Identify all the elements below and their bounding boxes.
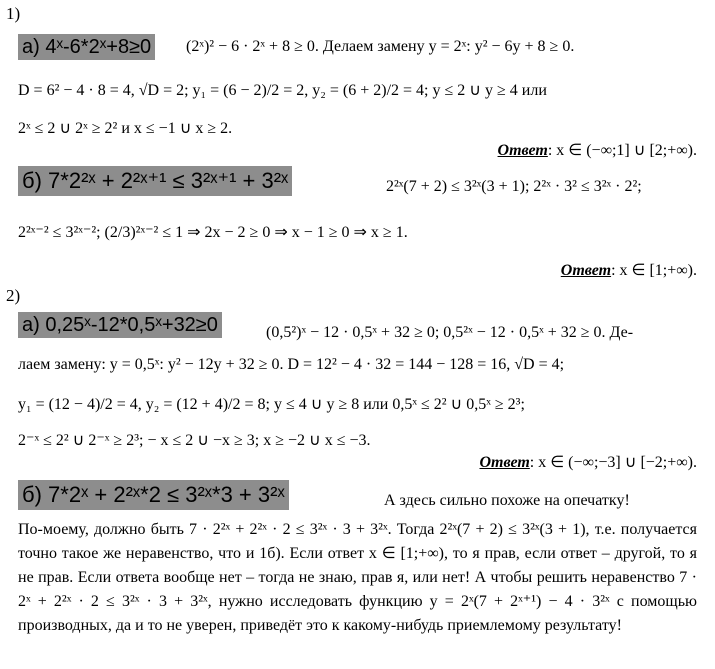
section-number: 2) — [6, 286, 21, 305]
answer-value: : x ∈ (−∞;1] ∪ [2;+∞). — [547, 142, 697, 159]
problem-1a-line2: D = 6² − 4 · 8 = 4, √D = 2; y₁ = (6 − 2)/2 = 2, y₂ = (6 + 2)/2 = 4; y ≤ 2 ∪ y ≥ 4 или — [18, 82, 547, 99]
problem-2a-line2: лаем замену: y = 0,5ˣ: y² − 12y + 32 ≥ 0. D = 12² − 4 · 32 = 144 − 128 = 16, √D = 4; — [18, 356, 565, 373]
problem-2a-line1: (0,5²)ˣ − 12 · 0,5ˣ + 32 ≥ 0; 0,5²ˣ − 12 · 0,5ˣ + 32 ≥ 0. Де- — [266, 324, 634, 341]
answer-label: Ответ — [560, 262, 612, 279]
problem-2b-comment: А здесь сильно похоже на опечатку! — [384, 492, 630, 509]
problem-2a-line4: 2⁻ˣ ≤ 2² ∪ 2⁻ˣ ≥ 2³; − x ≤ 2 ∪ −x ≥ 3; x ≥ −2 ∪ x ≤ −3. — [18, 432, 371, 449]
problem-2b-highlight: б) 7*2ˣ + 2²ˣ*2 ≤ 3²ˣ*3 + 3²ˣ — [18, 480, 289, 510]
answer-label: Ответ — [479, 454, 530, 471]
problem-1a-highlight: а) 4ˣ-6*2ˣ+8≥0 — [18, 34, 155, 60]
problem-2a-line3: y₁ = (12 − 4)/2 = 4, y₂ = (12 + 4)/2 = 8; y ≤ 4 ∪ y ≥ 8 или 0,5ˣ ≤ 2² ∪ 0,5ˣ ≥ 2³; — [18, 396, 525, 413]
problem-1a-line3: 2ˣ ≤ 2 ∪ 2ˣ ≥ 2² и x ≤ −1 ∪ x ≥ 2. — [18, 120, 233, 137]
problem-1b-answer — [561, 260, 697, 280]
problem-2b-discussion: По-моему, должно быть 7 · 2²ˣ + 2²ˣ · 2 ≤ 3²ˣ · 3 + 3²ˣ. Тогда 2²ˣ(7 + 2) ≤ 3²ˣ(3 + 1), т.е. получается точно такое же неравенство, что и 1б). Если ответ x ∈ [1;+∞), то я прав, если ответ – другой, то я не прав. Если ответа вообще нет – тогда не знаю, прав я, или нет! А чтобы решить неравенство 7 · 2ˣ + 2²ˣ · 2 ≤ 3²ˣ · 3 + 3²ˣ, нужно исследовать функцию y = 2ˣ(7 + 2ˣ⁺¹) − 4 · 3²ˣ с помощью производных, да и то не уверен, приведёт это к какому-нибудь приемлемому результату! — [18, 521, 697, 634]
problem-2a-answer — [480, 452, 698, 472]
problem-1b-highlight: б) 7*2²ˣ + 2²ˣ⁺¹ ≤ 3²ˣ⁺¹ + 3²ˣ — [18, 166, 292, 196]
answer-value: : x ∈ [1;+∞). — [611, 262, 697, 279]
section-number: 1) — [6, 4, 21, 23]
problem-1a-line1: (2ˣ)² − 6 · 2ˣ + 8 ≥ 0. Делаем замену y = 2ˣ: y² − 6y + 8 ≥ 0. — [186, 38, 575, 55]
answer-value: : x ∈ (−∞;−3] ∪ [−2;+∞). — [529, 454, 697, 471]
problem-1b-line1: 2²ˣ(7 + 2) ≤ 3²ˣ(3 + 1); 2²ˣ · 3² ≤ 3²ˣ · 2²; — [386, 178, 642, 195]
answer-label: Ответ — [497, 142, 548, 159]
problem-1b-line2: 2²ˣ⁻² ≤ 3²ˣ⁻²; (2/3)²ˣ⁻² ≤ 1 ⇒ 2x − 2 ≥ 0 ⇒ x − 1 ≥ 0 ⇒ x ≥ 1. — [18, 224, 408, 241]
problem-2a-highlight: а) 0,25ˣ-12*0,5ˣ+32≥0 — [18, 312, 222, 338]
problem-1a-answer — [498, 140, 697, 160]
